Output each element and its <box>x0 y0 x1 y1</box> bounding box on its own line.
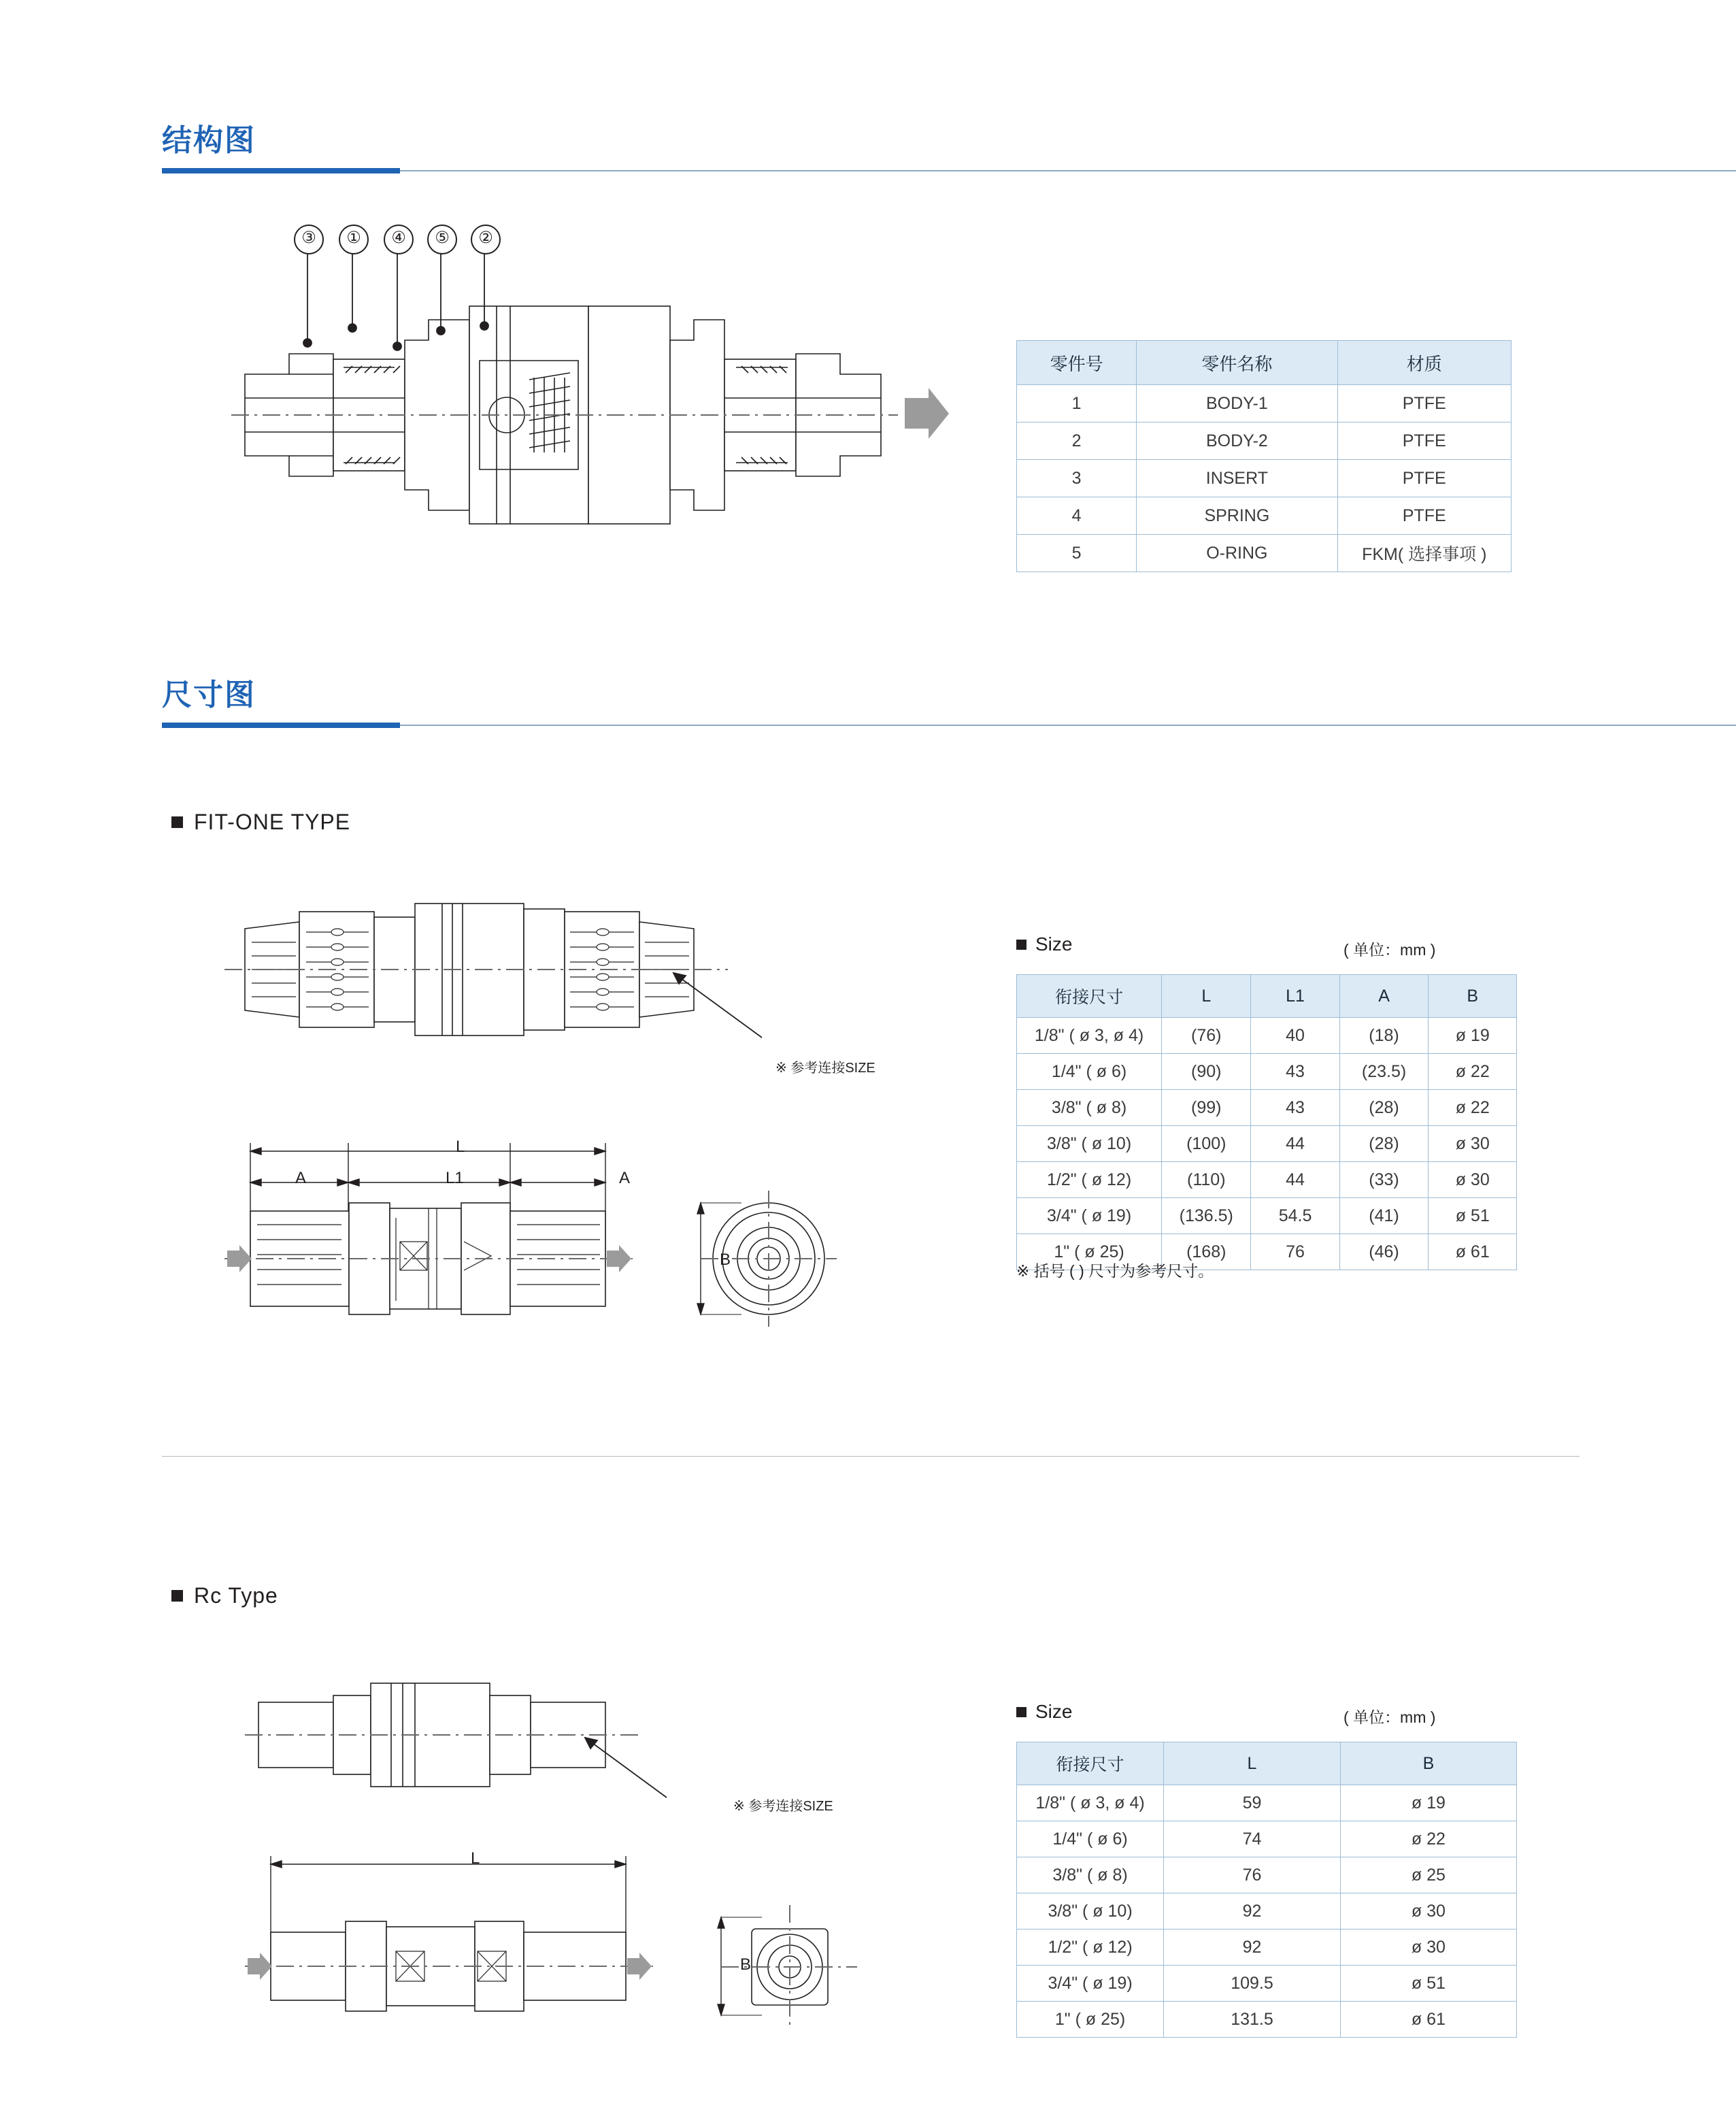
cell-B: ø 61 <box>1340 2002 1516 2038</box>
table-row <box>1017 1090 1517 1126</box>
cell-B: ø 19 <box>1340 1785 1516 1821</box>
rc-dim-B: B <box>740 1955 752 1974</box>
cell-no: 4 <box>1017 497 1137 535</box>
fit-one-size-table <box>1016 974 1517 1270</box>
table-row <box>1017 1893 1517 1930</box>
rc-dim-svg <box>245 1830 939 2048</box>
cell-no: 3 <box>1017 460 1137 497</box>
cell-B: ø 22 <box>1340 1821 1516 1857</box>
cell-name: SPRING <box>1137 497 1337 535</box>
cell-no: 1 <box>1017 385 1137 423</box>
fit-one-top-svg <box>224 891 905 1109</box>
cell-A: (23.5) <box>1339 1054 1429 1090</box>
fit-one-dim-svg <box>224 1123 918 1340</box>
rc-size-text: Size <box>1035 1701 1073 1722</box>
fit-one-dim-B: B <box>720 1251 731 1269</box>
cell-material: PTFE <box>1337 497 1511 535</box>
cell-size: 3/4" ( ø 19) <box>1017 1198 1162 1234</box>
cell-L: (99) <box>1162 1090 1251 1126</box>
cell-L: (100) <box>1162 1126 1251 1162</box>
rc-unit: ( 单位：mm ) <box>1343 1708 1436 1726</box>
cell-L: (168) <box>1162 1234 1251 1270</box>
section-title-dimension: 尺寸图 <box>162 678 256 712</box>
section-rule-dimension <box>162 723 400 728</box>
cell-size: 1" ( ø 25) <box>1017 1234 1162 1270</box>
header-B: B <box>1340 1742 1516 1785</box>
fit-one-dim-drawing <box>224 1123 918 1340</box>
header-L1: L1 <box>1251 975 1339 1018</box>
cell-A: (33) <box>1339 1162 1429 1198</box>
callout-2: ② <box>471 225 501 254</box>
cell-A: (28) <box>1339 1090 1429 1126</box>
cell-A: (46) <box>1339 1234 1429 1270</box>
section-divider <box>162 1456 1580 1457</box>
fit-one-foot-note: ※ 括号 ( ) 尺寸为参考尺寸。 <box>1016 1262 1214 1280</box>
cell-size: 1/2" ( ø 12) <box>1017 1930 1164 1966</box>
section-rule-structure <box>162 168 400 173</box>
table-row <box>1017 1966 1517 2002</box>
cell-L1: 43 <box>1251 1054 1339 1090</box>
cell-B: ø 51 <box>1340 1966 1516 2002</box>
rc-dim-L: L <box>471 1849 480 1868</box>
cell-no: 5 <box>1017 535 1137 572</box>
callout-3: ③ <box>294 225 324 254</box>
cell-material: FKM( 选择事项 ) <box>1337 535 1511 572</box>
rc-size-label <box>1016 1701 1072 1723</box>
cell-B: ø 19 <box>1429 1018 1517 1054</box>
cell-L: 92 <box>1164 1930 1341 1966</box>
bullet-square-icon <box>171 816 183 828</box>
cell-A: (18) <box>1339 1018 1429 1054</box>
parts-header-name: 零件名称 <box>1137 341 1337 385</box>
cell-B: ø 30 <box>1340 1930 1516 1966</box>
fit-one-size-text: Size <box>1035 933 1073 955</box>
cell-size: 1/4" ( ø 6) <box>1017 1054 1162 1090</box>
cell-B: ø 30 <box>1340 1893 1516 1930</box>
fit-one-top-drawing <box>224 891 905 1109</box>
cell-size: 1/8" ( ø 3, ø 4) <box>1017 1018 1162 1054</box>
subheading-fit-one <box>171 810 350 835</box>
cell-B: ø 22 <box>1429 1054 1517 1090</box>
bullet-square-icon <box>1016 1707 1026 1717</box>
subheading-rc-type-label: Rc Type <box>194 1583 278 1608</box>
header-connection-size: 衔接尺寸 <box>1017 1742 1164 1785</box>
cell-size: 1" ( ø 25) <box>1017 2002 1164 2038</box>
header-L: L <box>1162 975 1251 1018</box>
fit-one-dim-A-right: A <box>619 1169 631 1187</box>
table-row <box>1017 460 1512 497</box>
cell-L: (110) <box>1162 1162 1251 1198</box>
callout-4: ④ <box>384 225 414 254</box>
rc-table-header-row <box>1017 1742 1517 1785</box>
cell-name: BODY-1 <box>1137 385 1337 423</box>
cell-L1: 54.5 <box>1251 1198 1339 1234</box>
parts-table <box>1016 340 1512 572</box>
cell-size: 3/8" ( ø 10) <box>1017 1893 1164 1930</box>
table-row <box>1017 1821 1517 1857</box>
rc-top-drawing <box>245 1667 925 1803</box>
section-header-dimension <box>162 680 400 728</box>
table-row <box>1017 423 1512 460</box>
rc-dim-drawing <box>245 1830 939 2048</box>
cell-B: ø 25 <box>1340 1857 1516 1893</box>
rc-top-svg <box>245 1667 925 1803</box>
rc-size-table <box>1016 1742 1517 2038</box>
cell-size: 3/8" ( ø 10) <box>1017 1126 1162 1162</box>
subheading-rc-type <box>171 1583 278 1608</box>
cell-no: 2 <box>1017 423 1137 460</box>
section-title-structure: 结构图 <box>162 124 256 157</box>
cell-L: (90) <box>1162 1054 1251 1090</box>
parts-header-material: 材质 <box>1337 341 1511 385</box>
cell-A: (41) <box>1339 1198 1429 1234</box>
structure-drawing <box>224 259 952 612</box>
cell-L: 131.5 <box>1164 2002 1341 2038</box>
table-row <box>1017 1857 1517 1893</box>
rc-ref-note: ※ 参考连接SIZE <box>733 1799 833 1814</box>
header-B: B <box>1429 975 1517 1018</box>
cell-L1: 43 <box>1251 1090 1339 1126</box>
header-connection-size: 衔接尺寸 <box>1017 975 1162 1018</box>
callout-1: ① <box>339 225 369 254</box>
table-row <box>1017 385 1512 423</box>
table-row <box>1017 1162 1517 1198</box>
cell-B: ø 61 <box>1429 1234 1517 1270</box>
bullet-square-icon <box>1016 940 1026 950</box>
cell-L1: 40 <box>1251 1018 1339 1054</box>
cell-B: ø 22 <box>1429 1090 1517 1126</box>
cell-L: 109.5 <box>1164 1966 1341 2002</box>
table-row <box>1017 1126 1517 1162</box>
fit-one-dim-L1: L1 <box>446 1169 464 1187</box>
cell-L: 92 <box>1164 1893 1341 1930</box>
cell-L: 76 <box>1164 1857 1341 1893</box>
fit-one-size-label <box>1016 933 1072 955</box>
cell-B: ø 30 <box>1429 1126 1517 1162</box>
fit-one-table-header-row <box>1017 975 1517 1018</box>
cell-size: 1/4" ( ø 6) <box>1017 1821 1164 1857</box>
cell-name: O-RING <box>1137 535 1337 572</box>
cell-material: PTFE <box>1337 460 1511 497</box>
table-row <box>1017 1785 1517 1821</box>
fit-one-unit: ( 单位：mm ) <box>1343 941 1436 959</box>
cell-name: BODY-2 <box>1137 423 1337 460</box>
cell-L: (136.5) <box>1162 1198 1251 1234</box>
cell-L1: 44 <box>1251 1162 1339 1198</box>
callout-5: ⑤ <box>427 225 457 254</box>
cell-name: INSERT <box>1137 460 1337 497</box>
cell-L1: 44 <box>1251 1126 1339 1162</box>
cell-B: ø 51 <box>1429 1198 1517 1234</box>
cell-L: (76) <box>1162 1018 1251 1054</box>
cell-L: 59 <box>1164 1785 1341 1821</box>
cell-L1: 76 <box>1251 1234 1339 1270</box>
table-row <box>1017 1930 1517 1966</box>
table-row <box>1017 1198 1517 1234</box>
cell-size: 3/8" ( ø 8) <box>1017 1857 1164 1893</box>
cell-L: 74 <box>1164 1821 1341 1857</box>
table-row <box>1017 535 1512 572</box>
header-A: A <box>1339 975 1429 1018</box>
table-row <box>1017 497 1512 535</box>
cell-material: PTFE <box>1337 423 1511 460</box>
section-header-structure <box>162 126 400 173</box>
cell-size: 1/2" ( ø 12) <box>1017 1162 1162 1198</box>
header-L: L <box>1164 1742 1341 1785</box>
parts-header-no: 零件号 <box>1017 341 1137 385</box>
parts-table-header-row <box>1017 341 1512 385</box>
cell-size: 3/4" ( ø 19) <box>1017 1966 1164 2002</box>
cell-size: 3/8" ( ø 8) <box>1017 1090 1162 1126</box>
cell-size: 1/8" ( ø 3, ø 4) <box>1017 1785 1164 1821</box>
cell-A: (28) <box>1339 1126 1429 1162</box>
cell-B: ø 30 <box>1429 1162 1517 1198</box>
cell-material: PTFE <box>1337 385 1511 423</box>
structure-diagram-svg <box>224 259 952 612</box>
bullet-square-icon <box>171 1590 183 1602</box>
fit-one-dim-A-left: A <box>295 1169 307 1187</box>
fit-one-ref-note: ※ 参考连接SIZE <box>775 1061 875 1076</box>
table-row <box>1017 1054 1517 1090</box>
subheading-fit-one-label: FIT-ONE TYPE <box>194 810 351 834</box>
table-row <box>1017 1018 1517 1054</box>
table-row <box>1017 2002 1517 2038</box>
fit-one-dim-L: L <box>456 1138 465 1156</box>
